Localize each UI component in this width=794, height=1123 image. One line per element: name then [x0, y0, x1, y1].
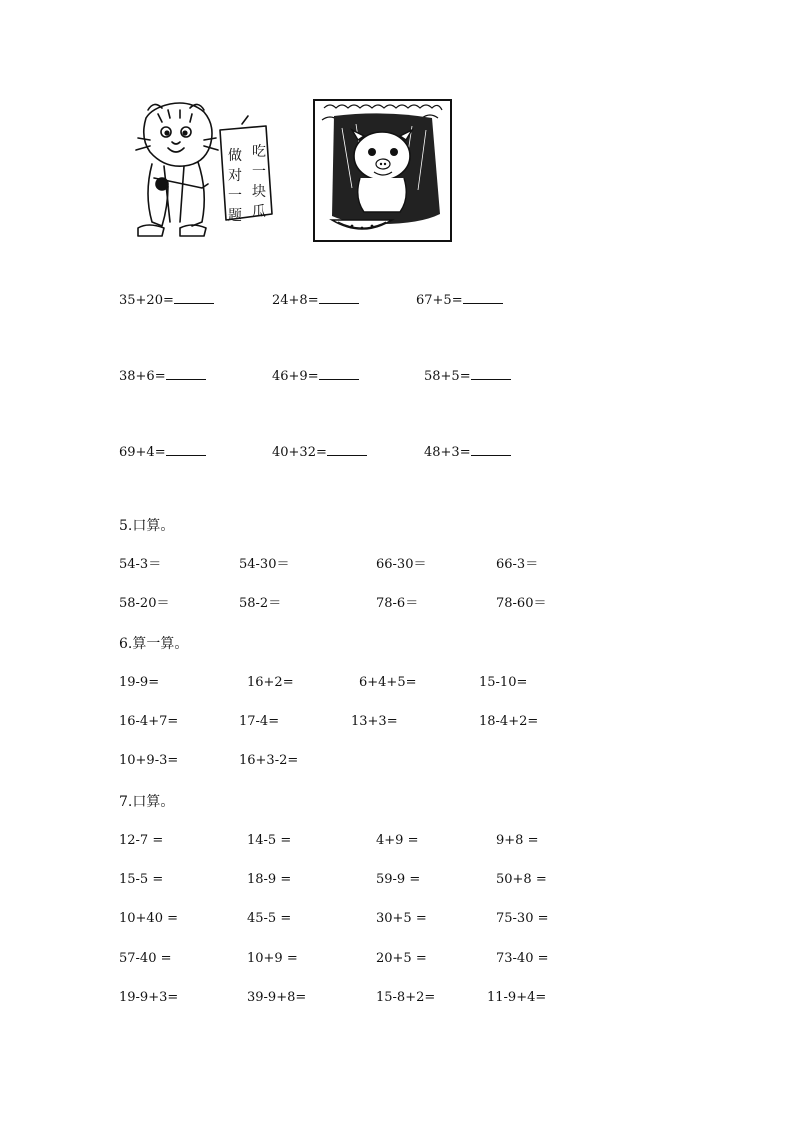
- problem: 54-30＝: [239, 557, 290, 572]
- equation-text: 48+3=: [424, 445, 471, 460]
- problem: 19-9=: [119, 675, 160, 690]
- equation-text: 40+32=: [272, 445, 327, 460]
- fill-item-6: [424, 367, 511, 385]
- problem: 16+2=: [247, 675, 294, 690]
- problem: 11-9+4=: [487, 990, 547, 1005]
- answer-blank[interactable]: [319, 367, 359, 380]
- sign-char-6: 对: [228, 168, 242, 184]
- problem: 10+9-3=: [119, 753, 179, 768]
- sign-char-1: 吃: [252, 144, 266, 160]
- fill-item-8: [272, 443, 367, 461]
- problem: 73-40 =: [496, 951, 549, 966]
- equation-text: 67+5=: [416, 293, 463, 308]
- pig-eating-watermelon-illustration: [312, 98, 454, 244]
- tiger-with-sign-illustration: [128, 100, 280, 242]
- problem: 66-30＝: [376, 557, 427, 572]
- equation-text: 46+9=: [272, 369, 319, 384]
- equation-text: 35+20=: [119, 293, 174, 308]
- problem: 10+9 =: [247, 951, 298, 966]
- answer-blank[interactable]: [174, 291, 214, 304]
- problem: 15-10=: [479, 675, 528, 690]
- problem: 20+5 =: [376, 951, 427, 966]
- answer-blank[interactable]: [319, 291, 359, 304]
- sign-char-3: 块: [252, 184, 266, 200]
- problem: 78-6＝: [376, 596, 419, 611]
- problem: 14-5 =: [247, 833, 292, 848]
- sign-char-5: 做: [228, 148, 242, 164]
- equation-text: 58+5=: [424, 369, 471, 384]
- problem: 59-9 =: [376, 872, 421, 887]
- problem: 16+3-2=: [239, 753, 299, 768]
- equation-text: 24+8=: [272, 293, 319, 308]
- problem: 16-4+7=: [119, 714, 179, 729]
- problem: 45-5 =: [247, 911, 292, 926]
- problem: 75-30 =: [496, 911, 549, 926]
- sign-char-4: 瓜: [252, 204, 266, 220]
- problem: 17-4=: [239, 714, 280, 729]
- problem: 4+9 =: [376, 833, 419, 848]
- sign-char-2: 一: [252, 164, 266, 180]
- answer-blank[interactable]: [166, 367, 206, 380]
- problem: 30+5 =: [376, 911, 427, 926]
- answer-blank[interactable]: [471, 443, 511, 456]
- fill-item-1: [119, 291, 214, 309]
- section-6-title: 6.算一算。: [119, 636, 189, 652]
- problem: 57-40 =: [119, 951, 172, 966]
- problem: 18-4+2=: [479, 714, 539, 729]
- answer-blank[interactable]: [463, 291, 503, 304]
- problem: 66-3＝: [496, 557, 539, 572]
- problem: 15-8+2=: [376, 990, 436, 1005]
- section-7-title: 7.口算。: [119, 794, 175, 810]
- problem: 58-2＝: [239, 596, 282, 611]
- sign-char-8: 题: [228, 208, 242, 224]
- fill-item-4: [119, 367, 206, 385]
- problem: 12-7 =: [119, 833, 164, 848]
- fill-item-7: [119, 443, 206, 461]
- problem: 50+8 =: [496, 872, 547, 887]
- equation-text: 69+4=: [119, 445, 166, 460]
- problem: 18-9 =: [247, 872, 292, 887]
- answer-blank[interactable]: [471, 367, 511, 380]
- problem: 9+8 =: [496, 833, 539, 848]
- problem: 15-5 =: [119, 872, 164, 887]
- problem: 58-20＝: [119, 596, 170, 611]
- sign-char-7: 一: [228, 188, 242, 204]
- fill-item-2: [272, 291, 359, 309]
- problem: 19-9+3=: [119, 990, 179, 1005]
- problem: 6+4+5=: [359, 675, 417, 690]
- fill-item-9: [424, 443, 511, 461]
- equation-text: 38+6=: [119, 369, 166, 384]
- problem: 10+40 =: [119, 911, 179, 926]
- fill-item-3: [416, 291, 503, 309]
- answer-blank[interactable]: [166, 443, 206, 456]
- fill-item-5: [272, 367, 359, 385]
- section-5-title: 5.口算。: [119, 518, 175, 534]
- problem: 78-60＝: [496, 596, 547, 611]
- problem: 13+3=: [351, 714, 398, 729]
- problem: 39-9+8=: [247, 990, 307, 1005]
- problem: 54-3＝: [119, 557, 162, 572]
- answer-blank[interactable]: [327, 443, 367, 456]
